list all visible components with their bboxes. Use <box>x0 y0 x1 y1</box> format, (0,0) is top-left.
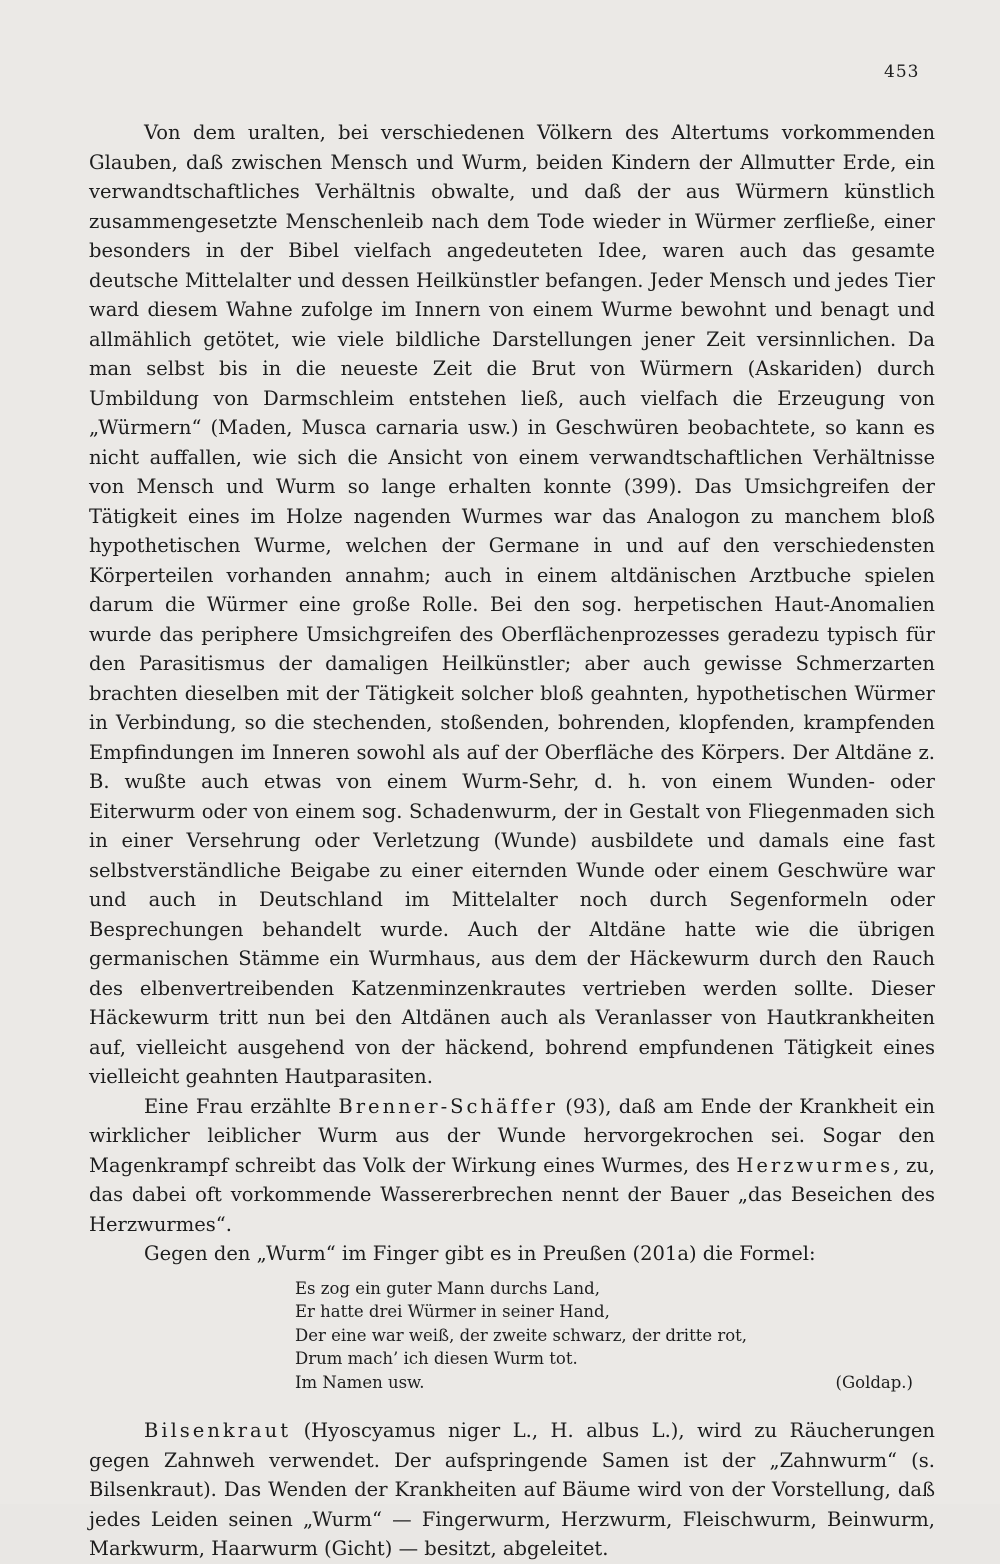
entry-heading-bilsenkraut: Bilsenkraut <box>144 1419 292 1442</box>
verse-line: Der eine war weiß, der zweite schwarz, der dritte rot, <box>295 1325 748 1345</box>
text-run: , zu, das dabei oft vorkommende Wassererbrechen nennt der Bauer „das Beseichen des Herzwurmes“. <box>89 1153 935 1236</box>
paragraph-bilsenkraut <box>89 1416 935 1564</box>
verse-line: Es zog ein guter Mann durchs Land, <box>295 1278 600 1298</box>
page-number: 453 <box>884 62 920 82</box>
verse-line: Drum mach’ ich diesen Wurm tot. <box>295 1349 578 1368</box>
paragraph-worm-belief: Von dem uralten, bei verschiedenen Völkern des Altertums vorkommenden Glauben, daß zwischen Mensch und Wurm, beiden Kindern der Allmutter Erde, ein verwandtschaftliches Verhältnis obwalte, und daß der aus Würmern künstlich zusammengesetzte Menschenleib nach dem Tode wieder in Würmer zerfließe, einer besonders in der Bibel vielfach angedeuteten Idee, waren auch das gesamte deutsche Mittelalter und dessen Heilkünstler befangen. Jeder Mensch und jedes Tier ward diesem Wahne zufolge im Innern von einem Wurme bewohnt und benagt und allmählich getötet, wie viele bildliche Darstellungen jener Zeit versinnlichen. Da man selbst bis in die neueste Zeit die Brut von Würmern (Askariden) durch Umbildung von Darmschleim entstehen ließ, auch vielfach die Erzeugung von „Würmern“ (Maden, Musca carnaria usw.) in Geschwüren beobachtete, so kann es nicht auffallen, wie sich die Ansicht von einem verwandtschaftlichen Verhältnisse von Mensch und Wurm so lange erhalten konnte (399). Das Umsichgreifen der Tätigkeit eines im Holze nagenden Wurmes war das Analogon zu manchem bloß hypothetischen Wurme, welchen der Germane in und auf den verschiedensten Körperteilen vorhanden annahm; auch in einem altdänischen Arztbuche spielen darum die Würmer eine große Rolle. Bei den sog. herpetischen Haut-Anomalien wurde das periphere Umsichgreifen des Oberflächenprozesses geradezu typisch für den Parasitismus der damaligen Heilkünstler; aber auch gewisse Schmerzarten brachten dieselben mit der Tätigkeit solcher bloß geahnten, hypothetischen Würmer in Verbindung, so die stechenden, stoßenden, bohrenden, klopfenden, krampfenden Empfindungen im Inneren sowohl als auf der Oberfläche des Körpers. Der Altdäne z. B. wußte auch etwas von einem Wurm-Sehr, d. h. von einem Wunden- oder Eiterwurm oder von einem sog. Schadenwurm, der in Gestalt von Fliegenmaden sich in einer Versehrung oder Verletzung (Wunde) ausbildete und damals eine fast selbstverständliche Beigabe zu einer eiternden Wunde oder einem Geschwüre war und auch in Deutschland im Mittelalter noch durch Segenformeln oder Besprechungen behandelt wurde. Auch der Altdäne hatte wie die übrigen germanischen Stämme ein Wurmhaus, aus dem der Häckewurm durch den Rauch des elbenvertreibenden Katzenminzenkrautes vertrieben werden sollte. Dieser Häckewurm tritt nun bei den Altdänen auch als Veranlasser von Hautkrankheiten auf, vielleicht ausgehend von der häckend, bohrend empfundenen Tätigkeit eines vielleicht geahnten Hautparasiten. <box>89 121 935 1088</box>
verse-line: Im Namen usw. <box>295 1372 425 1392</box>
text-run: (93), daß am Ende der Krankheit ein wirklicher leiblicher Wurm aus der Wunde hervorgekrochen sei. Sogar den Magenkrampf schreibt das Volk der Wirkung eines Wurmes, des <box>89 1094 935 1177</box>
term-herzwurm: Herzwurmes <box>736 1153 894 1177</box>
author-name: Brenner-Schäffer <box>338 1094 558 1118</box>
page-body <box>89 118 935 1564</box>
paragraph-formula-intro: Gegen den „Wurm“ im Finger gibt es in Preußen (201a) die Formel: <box>144 1242 816 1265</box>
paragraph-brenner-schaeffer <box>89 1092 935 1240</box>
verse-source: (Goldap.) <box>835 1372 913 1392</box>
text-run: Eine Frau erzählte <box>144 1094 339 1118</box>
verse-line: Er hatte drei Würmer in seiner Hand, <box>295 1302 610 1321</box>
verse-block <box>295 1277 935 1395</box>
text-run: (Hyoscyamus niger L., H. albus L.), wird zu Räucherungen gegen Zahnweh verwendet. Der aufspringende Samen ist der „Zahnwurm“ (s. Bilsenkraut). Das Wenden der Krankheiten auf Bäume wird von der Vorstellung, daß jedes Leiden seinen „Wurm“ — Fingerwurm, Herzwurm, Fleischwurm, Beinwurm, Markwurm, Haarwurm (Gicht) — besitzt, abgeleitet. <box>89 1419 935 1560</box>
